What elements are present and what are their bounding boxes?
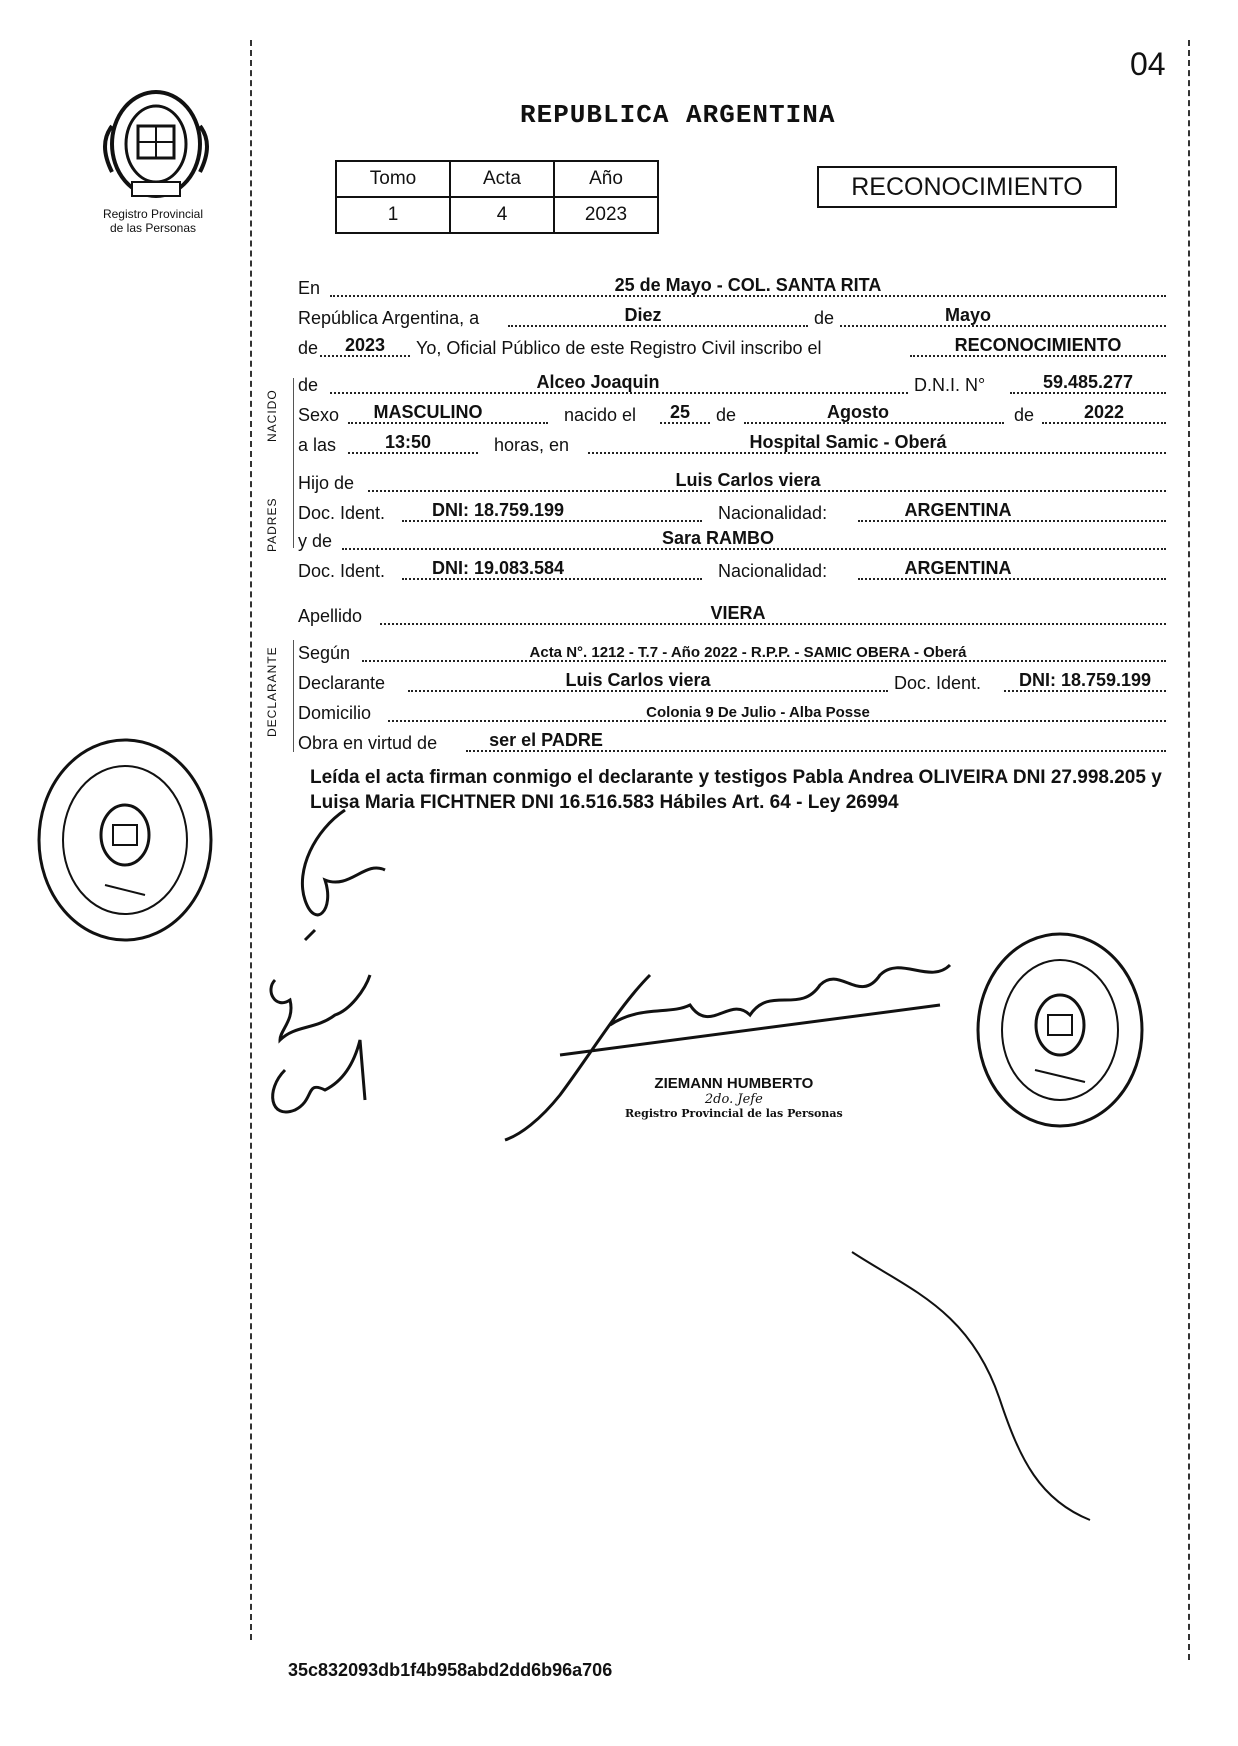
label-doc-ident: Doc. Ident. [298, 561, 386, 581]
field-birth-month: Agosto [827, 402, 889, 422]
label-obra: Obra en virtud de [298, 733, 438, 753]
witness-signatures [255, 790, 440, 1150]
label-de: de [1014, 405, 1035, 425]
label-declarante: Declarante [298, 673, 386, 693]
declarante-divider [293, 640, 294, 752]
side-label-nacido: NACIDO [265, 389, 279, 442]
field-father-dni: DNI: 18.759.199 [431, 500, 565, 520]
left-margin-line [250, 40, 252, 1640]
label-apellido: Apellido [298, 606, 363, 626]
label-republica: República Argentina, a [298, 308, 480, 328]
row-segun [298, 640, 1166, 664]
label-en: En [298, 278, 321, 298]
label-doc-ident: Doc. Ident. [894, 673, 982, 693]
closing-statement: Leída el acta firman conmigo el declarante y testigos Pabla Andrea OLIVEIRA DNI 27.998.205 y Luisa Maria FICHTNER DNI 16.516.583 Hábiles Art. 64 - Ley 26994 [310, 767, 1162, 813]
logo-caption [78, 207, 228, 235]
row-place [298, 275, 1166, 299]
field-birth-year: 2022 [1083, 402, 1125, 422]
label-sexo: Sexo [298, 405, 340, 425]
field-place: 25 de Mayo - COL. SANTA RITA [614, 275, 882, 295]
label-domicilio: Domicilio [298, 703, 372, 723]
field-name: Alceo Joaquin [536, 372, 660, 392]
row-father [298, 470, 1166, 494]
row-mother [298, 528, 1166, 552]
row-father-doc [298, 500, 1166, 524]
official-title: 2do. Jefe [704, 1092, 763, 1107]
label-a-las: a las [298, 435, 337, 455]
field-day: Diez [624, 305, 662, 325]
field-father: Luis Carlos viera [675, 470, 821, 490]
official-office: Registro Provincial de las Personas [625, 1107, 843, 1120]
official-block [625, 1075, 843, 1120]
row-virtue [298, 730, 1166, 754]
field-year: 2023 [344, 335, 386, 355]
field-mother-nat: ARGENTINA [904, 558, 1012, 578]
field-declarant: Luis Carlos viera [565, 670, 711, 690]
table-value-ano: 2023 [554, 197, 658, 233]
table-header-acta: Acta [450, 161, 554, 197]
field-month: Mayo [944, 305, 991, 325]
nacido-divider [293, 378, 294, 548]
field-birth-day: 25 [669, 402, 691, 422]
field-by-virtue: ser el PADRE [489, 730, 603, 750]
label-y-de: y de [298, 531, 333, 551]
label-nacionalidad: Nacionalidad: [718, 503, 828, 523]
table-header-tomo: Tomo [336, 161, 450, 197]
left-delegation-stamp [35, 735, 215, 945]
logo-caption-line-1: Registro Provincial [102, 207, 204, 221]
side-label-declarante: DECLARANTE [265, 646, 279, 737]
row-birth-place [298, 432, 1166, 456]
label-segun: Según [298, 643, 351, 663]
document-title: REPUBLICA ARGENTINA [520, 100, 836, 130]
right-margin-line [1188, 40, 1190, 1660]
field-birth-time: 13:50 [384, 432, 432, 452]
row-declarant [298, 670, 1166, 694]
label-nacionalidad: Nacionalidad: [718, 561, 828, 581]
field-mother: Sara RAMBO [661, 528, 775, 548]
row-mother-doc [298, 558, 1166, 582]
field-birth-place: Hospital Samic - Oberá [749, 432, 947, 452]
row-domicile [298, 700, 1166, 724]
row-surname [298, 603, 1166, 627]
label-doc-ident: Doc. Ident. [298, 503, 386, 523]
field-domicile: Colonia 9 De Julio - Alba Posse [646, 704, 870, 721]
cancel-stroke [850, 1250, 1100, 1530]
label-horas-en: horas, en [494, 435, 570, 455]
right-delegation-stamp [975, 930, 1145, 1130]
label-hijo-de: Hijo de [298, 473, 355, 493]
field-segun: Acta N°. 1212 - T.7 - Año 2022 - R.P.P. - SAMIC OBERA - Oberá [529, 644, 967, 661]
field-father-nat: ARGENTINA [904, 500, 1012, 520]
label-yo: Yo, Oficial Público de este Registro Civil inscribo el [416, 338, 822, 358]
table-header-ano: Año [554, 161, 658, 197]
row-year [298, 335, 1166, 359]
row-name [298, 372, 1166, 396]
table-value-tomo: 1 [336, 197, 450, 233]
side-label-padres: PADRES [265, 497, 279, 552]
page-number: 04 [1130, 46, 1166, 82]
tomo-acta-ano-table [335, 160, 659, 234]
field-dni: 59.485.277 [1042, 372, 1134, 392]
label-de: de [298, 338, 319, 358]
province-shield-logo [92, 86, 220, 206]
field-mother-dni: DNI: 19.083.584 [431, 558, 565, 578]
field-sex: MASCULINO [373, 402, 483, 422]
table-value-acta: 4 [450, 197, 554, 233]
row-date [298, 305, 1166, 329]
label-dni: D.N.I. N° [914, 375, 986, 395]
field-declarant-dni: DNI: 18.759.199 [1018, 670, 1152, 690]
label-de: de [814, 308, 835, 328]
official-name: ZIEMANN HUMBERTO [654, 1075, 814, 1092]
act-type-box: RECONOCIMIENTO [817, 166, 1117, 208]
label-nacido-el: nacido el [564, 405, 637, 425]
document-hash: 35c832093db1f4b958abd2dd6b96a706 [288, 1660, 613, 1680]
field-surname: VIERA [710, 603, 766, 623]
row-birth [298, 402, 1166, 426]
logo-caption-line-2: de las Personas [109, 221, 197, 235]
label-de: de [716, 405, 737, 425]
label-de: de [298, 375, 319, 395]
field-act-type: RECONOCIMIENTO [954, 335, 1122, 355]
